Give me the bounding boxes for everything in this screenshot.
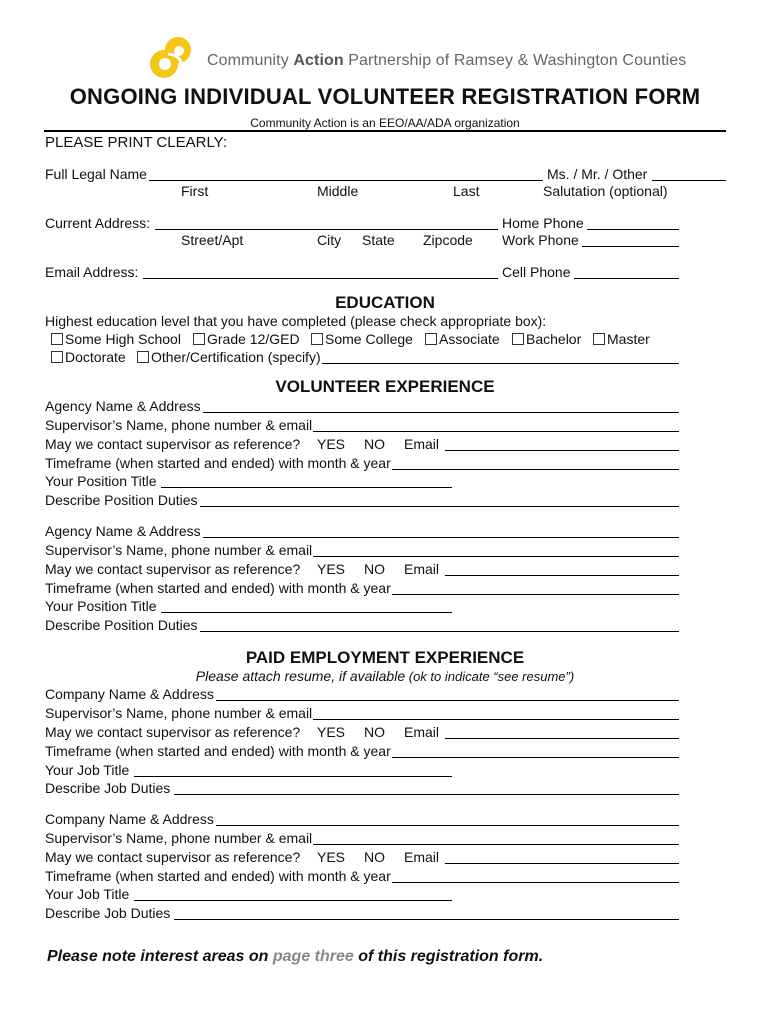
timeframe-field[interactable] (392, 456, 679, 470)
education-option-doctorate[interactable]: Doctorate (51, 349, 126, 365)
checkbox[interactable] (512, 333, 524, 345)
work-phone-field[interactable] (582, 233, 679, 247)
yes-option[interactable]: YES (317, 724, 346, 740)
job-title-label: Your Job Title (45, 762, 130, 778)
timeframe-label: Timeframe (when started and ended) with month & year (45, 580, 391, 596)
education-option-some-college[interactable]: Some College (311, 331, 413, 347)
last-name-caption: Last (453, 183, 480, 199)
form-title: ONGOING INDIVIDUAL VOLUNTEER REGISTRATION FORM (69, 84, 701, 109)
job-duties-field[interactable] (174, 906, 679, 920)
email-label: Email (404, 436, 440, 452)
no-option[interactable]: NO (364, 561, 385, 577)
position-duties-field[interactable] (200, 493, 679, 507)
supervisor-email-field[interactable] (445, 850, 679, 864)
position-title-field[interactable] (161, 474, 452, 488)
position-title-label: Your Position Title (45, 598, 157, 614)
checkbox[interactable] (137, 351, 149, 363)
position-duties-field[interactable] (200, 618, 679, 632)
cell-phone-field[interactable] (574, 265, 679, 279)
header-divider (44, 130, 726, 132)
position-duties-label: Describe Position Duties (45, 492, 198, 508)
salutation-field[interactable] (652, 167, 726, 181)
organization-logo (146, 34, 198, 82)
checkbox[interactable] (425, 333, 437, 345)
contact-reference-label: May we contact supervisor as reference? (45, 436, 301, 452)
yes-option[interactable]: YES (317, 561, 346, 577)
email-address-field[interactable] (143, 265, 498, 279)
contact-reference-label: May we contact supervisor as reference? (45, 849, 301, 865)
timeframe-label: Timeframe (when started and ended) with month & year (45, 455, 391, 471)
agency-label: Agency Name & Address (45, 523, 201, 539)
contact-reference-label: May we contact supervisor as reference? (45, 724, 301, 740)
education-option-some-high-school[interactable]: Some High School (51, 331, 181, 347)
supervisor-label: Supervisor’s Name, phone number & email (45, 542, 313, 558)
email-label: Email (404, 561, 440, 577)
education-instruction: Highest education level that you have completed (please check appropriate box): (45, 313, 547, 329)
attach-resume-note: Please attach resume, if available (ok to indicate “see resume”) (195, 668, 575, 684)
checkbox[interactable] (51, 333, 63, 345)
timeframe-label: Timeframe (when started and ended) with month & year (45, 868, 391, 884)
page-three-reference: page three (272, 948, 354, 965)
interest-areas-note: Please note interest areas on page three of this registration form. (47, 948, 544, 965)
education-option-other[interactable]: Other/Certification (specify) (137, 349, 321, 365)
first-name-caption: First (181, 183, 209, 199)
agency-label: Agency Name & Address (45, 398, 201, 414)
timeframe-field[interactable] (392, 581, 679, 595)
no-option[interactable]: NO (364, 724, 385, 740)
education-option-master[interactable]: Master (593, 331, 650, 347)
supervisor-field[interactable] (313, 706, 679, 720)
supervisor-field[interactable] (313, 418, 679, 432)
education-option-grade-12-ged[interactable]: Grade 12/GED (193, 331, 300, 347)
checkbox[interactable] (193, 333, 205, 345)
company-field[interactable] (216, 812, 679, 826)
other-certification-field[interactable] (322, 350, 679, 364)
full-name-field[interactable] (149, 167, 543, 181)
supervisor-email-field[interactable] (445, 437, 679, 451)
yes-option[interactable]: YES (317, 849, 346, 865)
supervisor-label: Supervisor’s Name, phone number & email (45, 830, 313, 846)
volunteer-experience-heading: VOLUNTEER EXPERIENCE (275, 377, 495, 396)
address-label: Current Address: (45, 215, 151, 231)
print-clearly-label: PLEASE PRINT CLEARLY: (45, 134, 228, 151)
education-option-bachelor[interactable]: Bachelor (512, 331, 581, 347)
middle-name-caption: Middle (317, 183, 359, 199)
supervisor-label: Supervisor’s Name, phone number & email (45, 417, 313, 433)
job-duties-label: Describe Job Duties (45, 780, 171, 796)
work-phone-label: Work Phone (502, 232, 579, 248)
eeo-statement: Community Action is an EEO/AA/ADA organization (250, 116, 520, 130)
job-duties-field[interactable] (174, 781, 679, 795)
state-caption: State (362, 232, 395, 248)
position-title-label: Your Position Title (45, 473, 157, 489)
job-title-field[interactable] (134, 887, 452, 901)
checkbox[interactable] (51, 351, 63, 363)
home-phone-label: Home Phone (502, 215, 584, 231)
salutation-caption: Salutation (optional) (543, 183, 668, 199)
agency-field[interactable] (203, 524, 679, 538)
organization-name: Community Action Partnership of Ramsey & Washington Counties (207, 52, 687, 69)
education-option-associate[interactable]: Associate (425, 331, 500, 347)
home-phone-field[interactable] (587, 216, 679, 230)
job-title-label: Your Job Title (45, 886, 130, 902)
cell-phone-label: Cell Phone (502, 264, 571, 280)
address-field[interactable] (155, 216, 498, 230)
salutation-label: Ms. / Mr. / Other (547, 166, 648, 182)
supervisor-field[interactable] (313, 543, 679, 557)
job-title-field[interactable] (134, 763, 452, 777)
supervisor-label: Supervisor’s Name, phone number & email (45, 705, 313, 721)
timeframe-field[interactable] (392, 744, 679, 758)
yes-option[interactable]: YES (317, 436, 346, 452)
zipcode-caption: Zipcode (423, 232, 473, 248)
supervisor-email-field[interactable] (445, 562, 679, 576)
company-label: Company Name & Address (45, 811, 214, 827)
supervisor-field[interactable] (313, 831, 679, 845)
city-caption: City (317, 232, 342, 248)
job-duties-label: Describe Job Duties (45, 905, 171, 921)
no-option[interactable]: NO (364, 436, 385, 452)
position-duties-label: Describe Position Duties (45, 617, 198, 633)
full-name-label: Full Legal Name (45, 166, 147, 182)
no-option[interactable]: NO (364, 849, 385, 865)
company-field[interactable] (216, 687, 679, 701)
checkbox[interactable] (593, 333, 605, 345)
timeframe-field[interactable] (392, 869, 679, 883)
company-label: Company Name & Address (45, 686, 214, 702)
street-caption: Street/Apt (181, 232, 244, 248)
email-label: Email (404, 724, 440, 740)
email-address-label: Email Address: (45, 264, 139, 280)
paid-employment-heading: PAID EMPLOYMENT EXPERIENCE (245, 648, 525, 667)
agency-field[interactable] (203, 399, 679, 413)
contact-reference-label: May we contact supervisor as reference? (45, 561, 301, 577)
timeframe-label: Timeframe (when started and ended) with month & year (45, 743, 391, 759)
supervisor-email-field[interactable] (445, 725, 679, 739)
education-heading: EDUCATION (335, 293, 435, 312)
position-title-field[interactable] (161, 599, 452, 613)
checkbox[interactable] (311, 333, 323, 345)
email-label: Email (404, 849, 440, 865)
